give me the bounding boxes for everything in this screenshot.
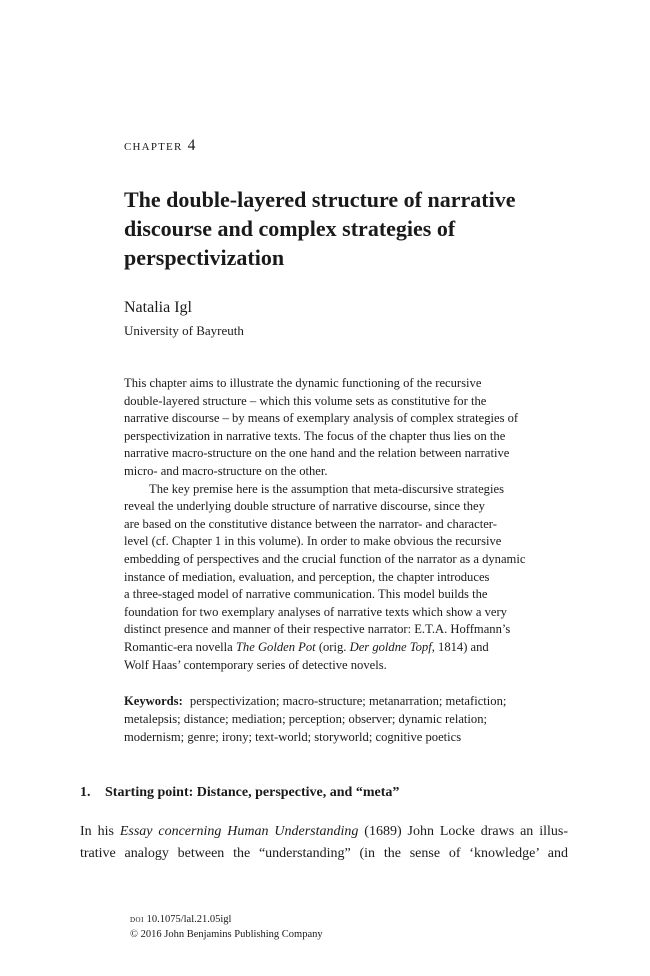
abstract-line: This chapter aims to illustrate the dynamic functioning of the recursive <box>124 376 482 390</box>
keywords-text: perspectivization; macro-structure; metanarration; metafiction; <box>189 694 507 708</box>
title-line: The double-layered structure of narrative <box>124 187 516 212</box>
abstract-line: Wolf Haas’ contemporary series of detective novels. <box>124 657 387 672</box>
abstract-line: micro- and macro-structure on the other. <box>124 463 328 478</box>
abstract-line: narrative macro-structure on the one hand and the relation between narrative <box>124 446 510 461</box>
chapter-label: chapter 4 <box>124 137 197 154</box>
body-text <box>80 821 568 864</box>
abstract-text: (orig. <box>315 639 350 654</box>
doi: 10.1075/lal.21.05igl <box>146 914 232 925</box>
abstract-line: foundation for two exemplary analyses of narrative texts which show a very <box>124 604 507 619</box>
abstract-line: instance of mediation, evaluation, and perception, the chapter introduces <box>124 569 490 584</box>
abstract-line: distinct presence and manner of their respective narrator: E.T.A. Hoffmann’s <box>124 622 511 637</box>
abstract-line: narrative discourse – by means of exemplary analysis of complex strategies of <box>124 411 519 426</box>
keywords-line: metalepsis; distance; mediation; perception; observer; dynamic relation; <box>124 712 488 726</box>
doi-line <box>130 912 323 927</box>
work-title-essay: Essay concerning Human Understanding <box>119 824 359 839</box>
doi-prefix: doi <box>130 914 144 925</box>
abstract-line: embedding of perspectives and the crucial function of the narrator as a dynamic <box>124 551 526 566</box>
title-line: perspectivization <box>124 245 285 270</box>
abstract-line: The key premise here is the assumption that meta-discursive strategies <box>149 481 504 496</box>
body-line: trative analogy between the “understanding” (in the sense of ‘knowledge’ and <box>80 845 568 861</box>
section-heading <box>80 785 399 801</box>
abstract-line: level (cf. Chapter 1 in this volume). In order to make obvious the recursive <box>124 534 502 549</box>
section-number: 1. <box>80 785 91 800</box>
abstract-text: Romantic-era novella <box>124 639 236 654</box>
abstract-line: are based on the constitutive distance between the narrator- and character- <box>124 516 497 531</box>
copyright: © 2016 John Benjamins Publishing Company <box>130 929 323 940</box>
page-footer <box>130 912 323 942</box>
body-line <box>80 821 568 843</box>
keywords-line: modernism; genre; irony; text-world; storyworld; cognitive poetics <box>124 730 462 744</box>
work-title-goldne-topf: Der goldne Topf <box>349 639 432 654</box>
abstract-line: double-layered structure – which this volume sets as constitutive for the <box>124 393 487 408</box>
title-line: discourse and complex strategies of <box>124 216 456 241</box>
keywords <box>124 692 574 746</box>
abstract-text: , 1814) and <box>431 639 489 654</box>
body-text-segment: (1689) John Locke draws an illus- <box>358 824 568 839</box>
abstract-line: perspectivization in narrative texts. The focus of the chapter thus lies on the <box>124 428 506 443</box>
work-title-golden-pot: The Golden Pot <box>235 639 316 654</box>
author-affiliation: University of Bayreuth <box>124 323 244 338</box>
chapter-title <box>124 185 564 272</box>
abstract <box>124 375 574 674</box>
abstract-line: a three-staged model of narrative communication. This model builds the <box>124 587 488 602</box>
keywords-label: Keywords: <box>124 694 183 708</box>
abstract-line: reveal the underlying double structure of narrative discourse, since they <box>124 499 485 514</box>
section-title: Starting point: Distance, perspective, and “meta” <box>105 785 400 800</box>
keywords-line <box>124 692 574 710</box>
body-text-segment: In his <box>80 824 120 839</box>
author-name: Natalia Igl <box>124 299 192 316</box>
abstract-line <box>124 639 574 657</box>
